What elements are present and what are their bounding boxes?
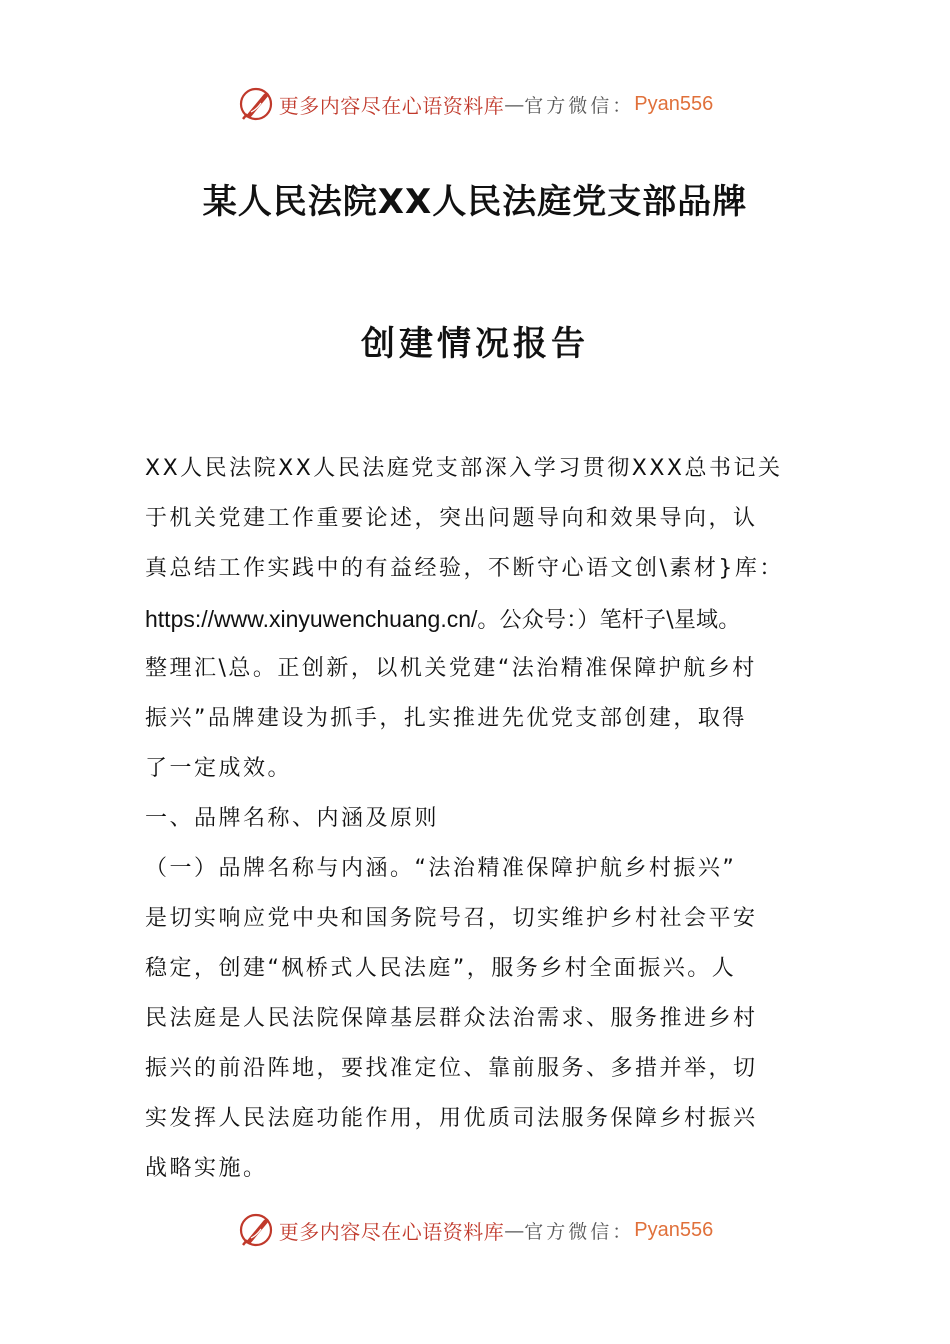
quill-pen-logo-icon (237, 85, 275, 123)
document-title-line-1: 某人民法院XX人民法庭党支部品牌 (202, 182, 748, 222)
website-link[interactable]: https://www.xinyuwenchuang.cn/ (145, 606, 478, 632)
body-line-url (145, 594, 815, 644)
document-body (145, 444, 815, 1194)
body-line: 战略实施。 (145, 1156, 268, 1181)
body-line: XX人民法院XX人民法庭党支部深入学习贯彻XXX总书记关 (145, 456, 783, 481)
body-line: 是切实响应党中央和国务院号召，切实维护乡村社会平安 (145, 906, 758, 931)
body-line-url-tail: 。公众号：）笔杆子\星域。 (477, 608, 741, 633)
quill-pen-logo-icon (237, 1211, 275, 1249)
body-line: 了一定成效。 (145, 756, 293, 781)
banner-text: 更多内容尽在心语资料库 (278, 1219, 505, 1244)
body-line: 整理汇\总。正创新，以机关党建“法治精准保障护航乡村 (145, 656, 757, 681)
body-line: 振兴”品牌建设为抓手，扎实推进先优党支部创建，取得 (145, 706, 747, 731)
body-line: 实发挥人民法庭功能作用，用优质司法服务保障乡村振兴 (145, 1106, 758, 1131)
banner-wechat-id: Pyan556 (634, 92, 714, 115)
banner-wechat-id: Pyan556 (634, 1218, 714, 1241)
section-heading: 一、品牌名称、内涵及原则 (145, 806, 440, 831)
banner-wechat-label: 官方微信： (524, 1220, 635, 1243)
subsection-heading: （一）品牌名称与内涵。“法治精准保障护航乡村振兴” (145, 856, 737, 881)
body-line: 稳定，创建“枫桥式人民法庭”，服务乡村全面振兴。人 (145, 956, 737, 981)
body-line: 于机关党建工作重要论述，突出问题导向和效果导向，认 (145, 506, 758, 531)
banner-text: 更多内容尽在心语资料库 (278, 93, 505, 118)
banner-dash: — (504, 92, 525, 116)
document-title-line-2: 创建情况报告 (361, 324, 589, 364)
banner-wechat-label: 官方微信： (524, 94, 635, 117)
header-banner (0, 82, 950, 126)
body-line: 真总结工作实践中的有益经验，不断守心语文创\素材}库： (145, 556, 784, 581)
body-line: 振兴的前沿阵地，要找准定位、靠前服务、多措并举，切 (145, 1056, 758, 1081)
body-line: 民法庭是人民法院保障基层群众法治需求、服务推进乡村 (145, 1006, 758, 1031)
footer-banner (0, 1208, 950, 1252)
banner-dash: — (504, 1218, 525, 1242)
